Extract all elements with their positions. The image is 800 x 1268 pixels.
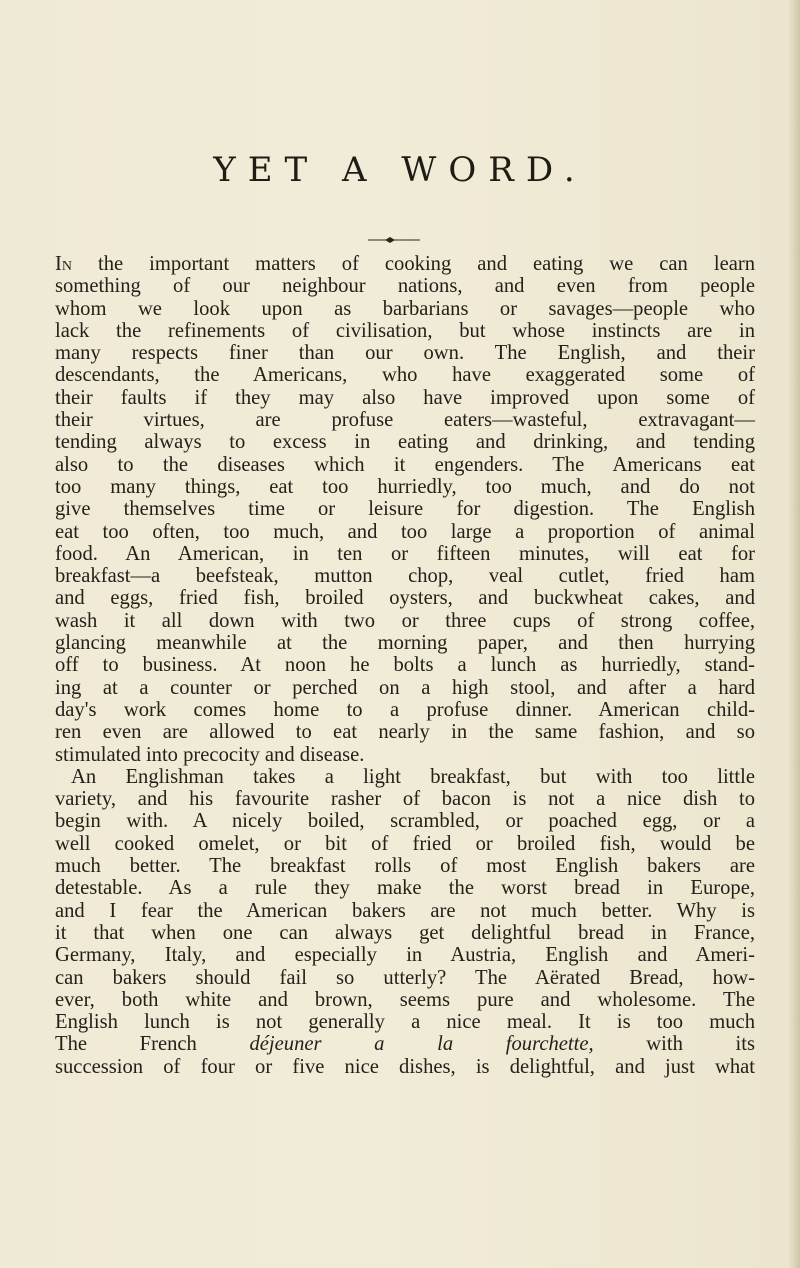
text-line: and I fear the American bakers are not much better. Why is (55, 899, 755, 922)
text-line: ever, both white and brown, seems pure and wholesome. The (55, 988, 755, 1011)
text-line: ing at a counter or perched on a high stool, and after a hard (55, 676, 755, 699)
text-line: their faults if they may also have improved upon some of (55, 386, 755, 409)
text-line: ren even are allowed to eat nearly in the same fashion, and so (55, 721, 755, 744)
text-line: and eggs, fried fish, broiled oysters, and buckwheat cakes, and (55, 587, 755, 610)
text-line: also to the diseases which it engenders. The Americans eat (55, 453, 755, 476)
italic-phrase: déjeuner a la fourchette, (249, 1033, 594, 1056)
text-line: can bakers should fail so utterly? The Aërated Bread, how- (55, 966, 755, 989)
text-line: their virtues, are profuse eaters—wasteful, extravagant— (55, 409, 755, 432)
text-line: An Englishman takes a light breakfast, but with too little (71, 765, 755, 788)
ornament-divider-icon (368, 236, 420, 244)
text-line: many respects finer than our own. The English, and their (55, 342, 755, 365)
page-edge-shadow (788, 0, 800, 1268)
text-line: too many things, eat too hurriedly, too much, and do not (55, 475, 755, 498)
drop-initial-word: In (55, 253, 72, 275)
text-line: something of our neighbour nations, and even from people (55, 275, 755, 298)
text-line: eat too often, too much, and too large a proportion of animal (55, 520, 755, 543)
text-line: English lunch is not generally a nice meal. It is too much (55, 1011, 755, 1034)
text-line: stimulated into precocity and disease. (55, 743, 365, 766)
body-text (55, 253, 755, 1078)
text-line: tending always to excess in eating and drinking, and tending (55, 431, 755, 454)
text-line: much better. The breakfast rolls of most English bakers are (55, 855, 755, 878)
first-line-rest: the important matters of cooking and eating we can learn (97, 253, 756, 275)
text-line: variety, and his favourite rasher of bacon is not a nice dish to (55, 788, 755, 811)
text-line: begin with. A nicely boiled, scrambled, or poached egg, or a (55, 810, 755, 833)
text-line-italic (55, 1033, 755, 1055)
text-line: detestable. As a rule they make the worst bread in Europe, (55, 877, 755, 900)
text-line: lack the refinements of civilisation, but whose instincts are in (55, 319, 755, 342)
text-line: day's work comes home to a profuse dinner. American child- (55, 698, 755, 721)
text-line: food. An American, in ten or fifteen minutes, will eat for (55, 542, 755, 565)
text-line: descendants, the Americans, who have exaggerated some of (55, 364, 755, 387)
text-line: well cooked omelet, or bit of fried or broiled fish, would be (55, 832, 755, 855)
text-line: breakfast—a beefsteak, mutton chop, veal cutlet, fried ham (55, 565, 755, 588)
text-line-1 (55, 253, 755, 275)
text-line: it that when one can always get delightful bread in France, (55, 921, 755, 944)
line-end: with its (646, 1033, 755, 1056)
text-line: wash it all down with two or three cups of strong coffee, (55, 609, 755, 632)
text-line: glancing meanwhile at the morning paper, and then hurrying (55, 632, 755, 655)
text-line: succession of four or five nice dishes, is delightful, and just what (55, 1055, 755, 1078)
chapter-title: YET A WORD. (213, 150, 587, 190)
text-line: give themselves time or leisure for digestion. The English (55, 498, 755, 521)
text-line: Germany, Italy, and especially in Austria, English and Ameri- (55, 944, 755, 967)
line-start: The French (55, 1033, 197, 1056)
text-line: off to business. At noon he bolts a lunch as hurriedly, stand- (55, 654, 755, 677)
text-line: whom we look upon as barbarians or savages—people who (55, 297, 755, 320)
